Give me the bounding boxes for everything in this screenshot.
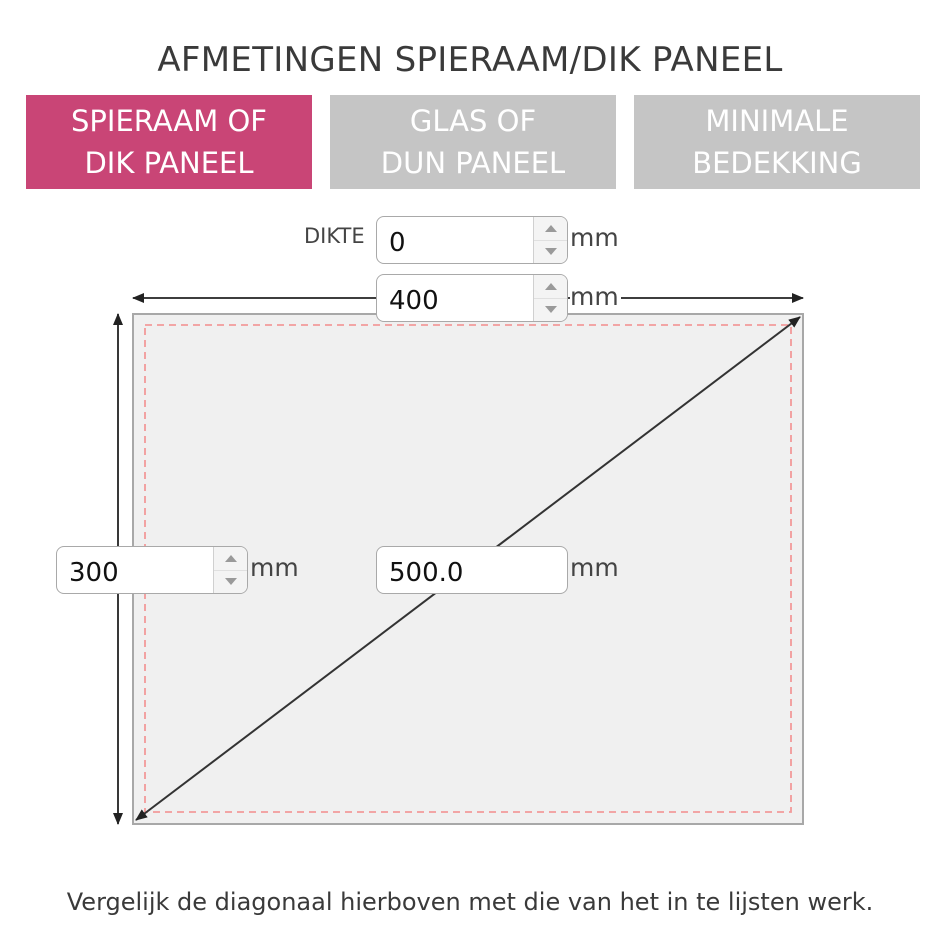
height-stepper[interactable] (56, 546, 248, 594)
dikte-spinner (533, 217, 567, 263)
dikte-input[interactable] (377, 217, 535, 263)
tab-label-line2: BEDEKKING (692, 146, 862, 180)
arrow-down-icon (545, 306, 557, 313)
arrow-up-icon (225, 555, 237, 562)
tab-label-line1: MINIMALE (705, 104, 849, 138)
arrow-up-icon (545, 225, 557, 232)
tab-label-line2: DUN PANEEL (380, 146, 566, 180)
tab-label-line1: GLAS OF (409, 104, 537, 138)
decrement-button[interactable] (214, 570, 247, 593)
height-unit: mm (250, 553, 299, 582)
decrement-button[interactable] (534, 240, 567, 263)
page-title: AFMETINGEN SPIERAAM/DIK PANEEL (157, 40, 783, 80)
dikte-stepper[interactable] (376, 216, 568, 264)
increment-button[interactable] (534, 217, 567, 241)
diagonal-unit: mm (570, 553, 619, 582)
arrow-down-icon (225, 578, 237, 585)
arrow-up-icon (545, 283, 557, 290)
width-input[interactable] (377, 275, 535, 321)
diagonal-input[interactable] (377, 547, 565, 593)
tab-label-line2: DIK PANEEL (84, 146, 254, 180)
width-spinner (533, 275, 567, 321)
footer-hint: Vergelijk de diagonaal hierboven met die van het in te lijsten werk. (66, 888, 874, 916)
width-stepper[interactable] (376, 274, 568, 322)
width-unit: mm (570, 282, 619, 311)
decrement-button[interactable] (534, 298, 567, 321)
dikte-unit: mm (570, 223, 619, 252)
arrow-down-icon (545, 248, 557, 255)
increment-button[interactable] (534, 275, 567, 299)
increment-button[interactable] (214, 547, 247, 571)
height-spinner (213, 547, 247, 593)
diagonal-field[interactable] (376, 546, 568, 594)
tab-label-line1: SPIERAAM OF (71, 104, 267, 138)
height-input[interactable] (57, 547, 215, 593)
dikte-label: DIKTE (304, 224, 365, 248)
